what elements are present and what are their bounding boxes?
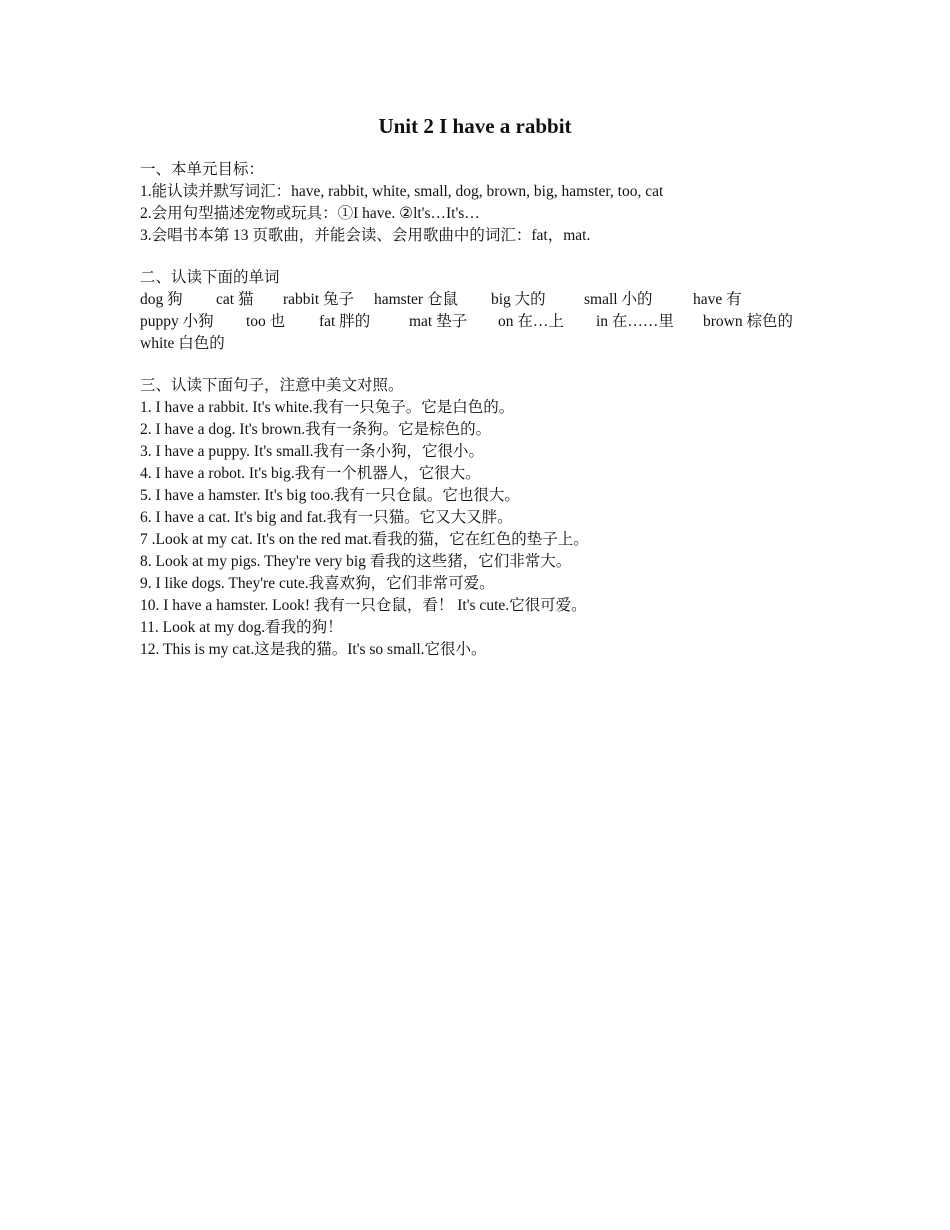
vocab-word: cat 猫 xyxy=(216,291,254,308)
vocab-row xyxy=(140,311,840,333)
vocab-word: rabbit 兔子 xyxy=(283,291,355,308)
section-spacer xyxy=(140,247,840,267)
section-sentences xyxy=(140,375,840,661)
vocab-row xyxy=(140,289,840,311)
vocab-row xyxy=(140,333,840,355)
section-spacer xyxy=(140,355,840,375)
sentence-line: 10. I have a hamster. Look! 我有一只仓鼠，看！ It's cute.它很可爱。 xyxy=(140,597,587,614)
document-body xyxy=(140,159,840,661)
section-vocabulary-heading: 二、认读下面的单词 xyxy=(140,269,280,286)
vocab-word: brown 棕色的 xyxy=(703,313,793,330)
section-goals-heading: 一、本单元目标： xyxy=(140,161,265,178)
sentence-line: 11. Look at my dog.看我的狗！ xyxy=(140,619,343,636)
vocab-word: hamster 仓鼠 xyxy=(374,291,458,308)
sentence-line: 12. This is my cat.这是我的猫。It's so small.它很小。 xyxy=(140,641,487,658)
sentence-line: 4. I have a robot. It's big.我有一个机器人，它很大。 xyxy=(140,465,481,482)
document-title: Unit 2 I have a rabbit xyxy=(378,114,572,138)
goal-item: 1.能认读并默写词汇：have, rabbit, white, small, dog, brown, big, hamster, too, cat xyxy=(140,183,664,200)
vocab-word: white 白色的 xyxy=(140,335,225,352)
vocab-word: small 小的 xyxy=(584,291,653,308)
vocab-word: puppy 小狗 xyxy=(140,313,214,330)
vocab-word: have 有 xyxy=(693,291,742,308)
goal-item: 3.会唱书本第 13 页歌曲，并能会读、会用歌曲中的词汇：fat，mat. xyxy=(140,227,591,244)
sentence-line: 6. I have a cat. It's big and fat.我有一只猫。它又大又胖。 xyxy=(140,509,513,526)
sentence-line: 9. I like dogs. They're cute.我喜欢狗，它们非常可爱。 xyxy=(140,575,495,592)
sentence-line: 7 .Look at my cat. It's on the red mat.看我的猫，它在红色的垫子上。 xyxy=(140,531,589,548)
sentence-line: 3. I have a puppy. It's small.我有一条小狗，它很小。 xyxy=(140,443,485,460)
goal-item: 2.会用句型描述宠物或玩具：①I have. ②lt's…It's… xyxy=(140,205,480,222)
vocab-word: on 在…上 xyxy=(498,313,564,330)
vocab-word: in 在……里 xyxy=(596,313,674,330)
section-vocabulary xyxy=(140,267,840,355)
sentence-line: 1. I have a rabbit. It's white.我有一只兔子。它是白色的。 xyxy=(140,399,515,416)
vocab-word: big 大的 xyxy=(491,291,546,308)
sentence-line: 8. Look at my pigs. They're very big 看我的这些猪，它们非常大。 xyxy=(140,553,572,570)
section-sentences-heading: 三、认读下面句子，注意中美文对照。 xyxy=(140,377,404,394)
section-goals xyxy=(140,159,840,247)
sentence-line: 2. I have a dog. It's brown.我有一条狗。它是棕色的。 xyxy=(140,421,492,438)
sentence-line: 5. I have a hamster. It's big too.我有一只仓鼠。它也很大。 xyxy=(140,487,520,504)
vocab-word: mat 垫子 xyxy=(409,313,468,330)
vocab-word: dog 狗 xyxy=(140,291,183,308)
vocab-word: fat 胖的 xyxy=(319,313,371,330)
vocab-word: too 也 xyxy=(246,313,286,330)
